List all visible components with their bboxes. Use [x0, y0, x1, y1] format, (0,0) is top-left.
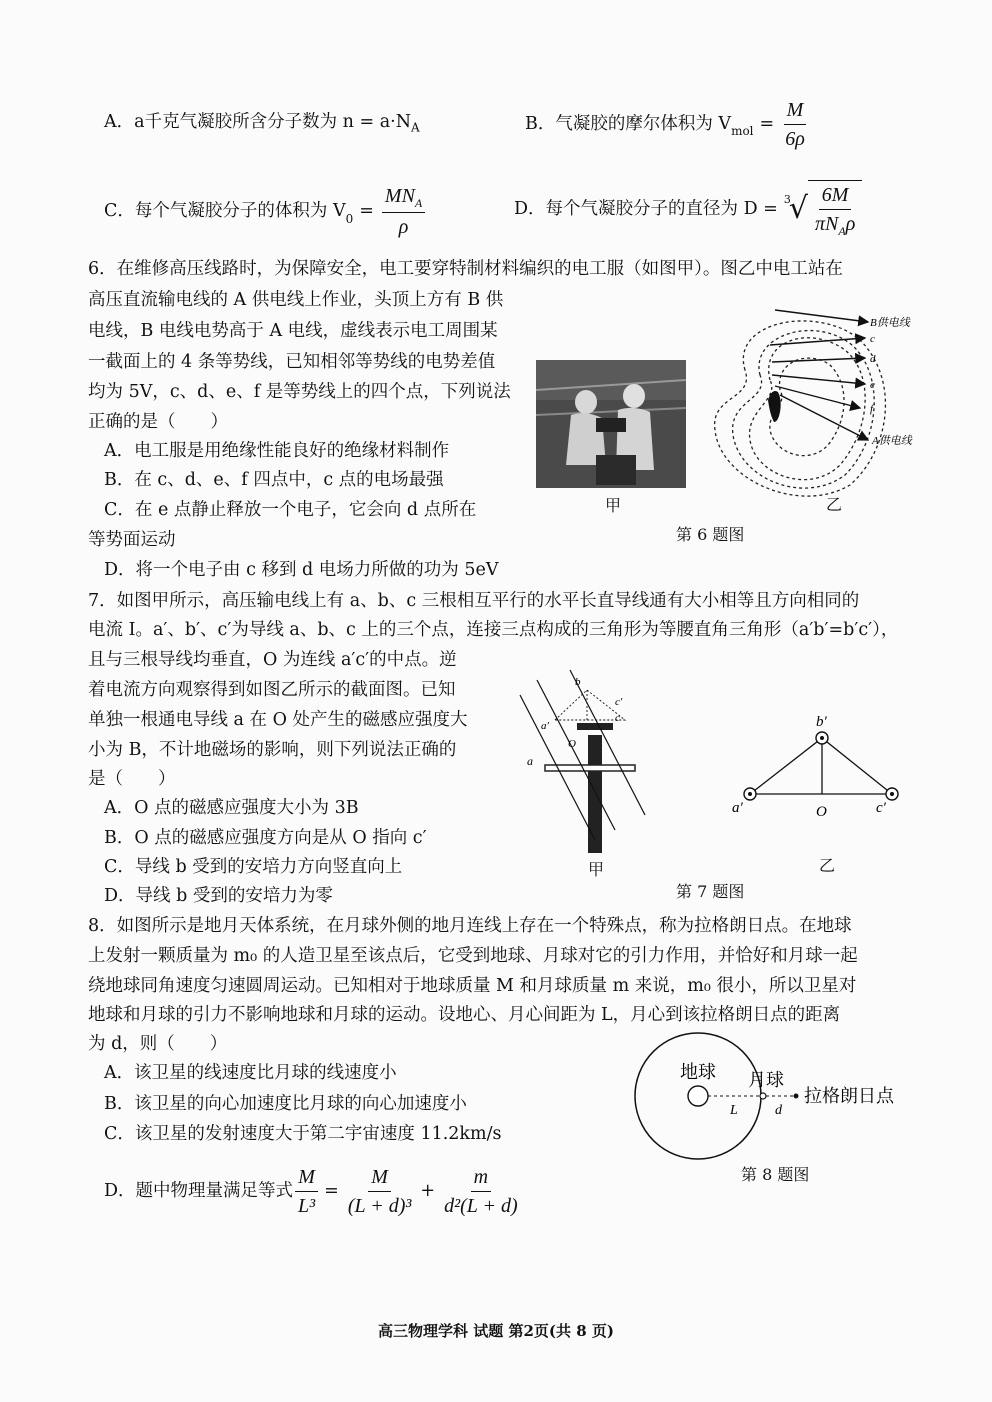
page-footer: 高三物理学科 试题 第2页(共 8 页)	[378, 1322, 614, 1340]
q5-option-a: A．a千克气凝胶所含分子数为 $n = a\cdot N_A$	[104, 112, 420, 135]
b-prime-label: b′	[816, 714, 827, 730]
point-a-prime-label: a′	[541, 720, 549, 732]
q6-stem-line-4: 一截面上的 4 条等势线，已知相邻等势线的电势差值	[88, 352, 496, 372]
electrician-photo	[536, 360, 686, 488]
point-d-label: d	[870, 353, 876, 365]
b-line-label: B供电线	[870, 317, 910, 329]
q7-fig-yi-label: 乙	[819, 856, 836, 875]
o-label: O	[816, 804, 827, 820]
q7-option-a: A．O 点的磁感应强度大小为 3B	[104, 798, 359, 818]
q6-figure-caption: 第 6 题图	[676, 525, 745, 544]
wire-b-label: b	[575, 676, 581, 688]
moon-label: 月球	[748, 1070, 784, 1091]
q6-stem-line-5: 均为 5V，c、d、e、f 是等势线上的四个点，下列说法	[88, 382, 511, 402]
q7-stem-line-1: 7．如图甲所示，高压输电线上有 a、b、c 三根相互平行的水平长直导线通有大小相等且方向相同的	[88, 591, 860, 611]
earth-moon-diagram	[630, 1030, 920, 1170]
q8-stem-line-4: 地球和月球的引力不影响地球和月球的运动。设地心、月心间距为 L，月心到该拉格朗日点的距离	[88, 1005, 841, 1025]
q6-option-d: D．将一个电子由 c 移到 d 电场力所做的功为 5eV	[104, 560, 499, 580]
q8-stem-line-2: 上发射一颗质量为 m₀ 的人造卫星至该点后，它受到地球、月球对它的引力作用，并恰好和月球一起	[88, 946, 858, 966]
distance-d-label: d	[775, 1103, 782, 1118]
q7-stem-line-6: 小为 B，不计地磁场的影响，则下列说法正确的	[88, 740, 457, 760]
q7-stem-line-5: 单独一根通电导线 a 在 O 处产生的磁感应强度大	[88, 710, 468, 730]
wire-a-label: a	[527, 754, 533, 768]
q7-fig-jia-label: 甲	[588, 860, 605, 879]
q5-option-d: D．每个气凝胶分子的直径为 D = $^3$ √ $\frac{6M}{\pi N_A\rho}$	[514, 180, 862, 238]
equipotential-diagram	[700, 300, 950, 500]
q6-option-c-cont: 等势面运动	[88, 530, 176, 550]
q6-stem-line-3: 电线，B 电线电势高于 A 电线，虚线表示电工周围某	[88, 321, 498, 341]
q8-option-c: C．该卫星的发射速度大于第二宇宙速度 11.2km/s	[104, 1124, 502, 1144]
point-o-label: O	[568, 738, 576, 750]
electrician-photo-art	[536, 360, 686, 488]
q8-option-b: B．该卫星的向心加速度比月球的向心加速度小	[104, 1094, 467, 1114]
q6-fig-yi-label: 乙	[826, 495, 843, 514]
q7-stem-line-2: 电流 I。a′、b′、c′为导线 a、b、c 上的三个点，连接三点构成的三角形为等腰直角三角形（a′b′=b′c′），	[88, 620, 899, 640]
q6-fig-jia-label: 甲	[605, 496, 622, 515]
q7-stem-line-4: 着电流方向观察得到如图乙所示的截面图。已知	[88, 680, 456, 700]
a-line-label: A供电线	[872, 435, 912, 447]
q6-option-a: A．电工服是用绝缘性能良好的绝缘材料制作	[104, 441, 450, 461]
q8-stem-line-5: 为 d，则（ ）	[88, 1034, 228, 1054]
q7-stem-line-7: 是（ ）	[88, 769, 176, 789]
q8-option-d: D．题中物理量满足等式 $\frac{M}{\text{L³}}$ = $\frac{M}{\text{(L + d)³}}$ + $\frac{m}{\text{d²(L + d)}}$	[104, 1166, 518, 1217]
q7-option-d: D．导线 b 受到的安培力为零	[104, 886, 333, 906]
q6-stem-line-2: 高压直流输电线的 A 供电线上作业，头顶上方有 B 供	[88, 290, 504, 310]
point-f-label: f	[870, 403, 874, 415]
q8-figure-caption: 第 8 题图	[741, 1165, 810, 1184]
q7-option-c: C．导线 b 受到的安培力方向竖直向上	[104, 857, 403, 877]
moon-dot	[760, 1093, 766, 1099]
q5-option-b: B．气凝胶的摩尔体积为 V $_{mol}$ = $\frac{M}{6\rho}$	[525, 99, 805, 150]
q6-stem-line-6: 正确的是（ ）	[88, 412, 228, 432]
q6-stem-line-1: 6．在维修高压线路时，为保障安全，电工要穿特制材料编织的电工服（如图甲）。图乙中电工站在	[88, 259, 843, 279]
a-prime-label: a′	[732, 800, 743, 816]
q6-option-c: C．在 e 点静止释放一个电子，它会向 d 点所在	[104, 500, 477, 520]
distance-l-label: L	[730, 1103, 738, 1118]
earth-label: 地球	[680, 1062, 716, 1083]
power-pole-diagram	[515, 665, 655, 855]
point-c-label: c	[870, 333, 875, 345]
q8-option-a: A．该卫星的线速度比月球的线速度小	[104, 1063, 397, 1083]
q8-stem-line-1: 8．如图所示是地月天体系统，在月球外侧的地月连线上存在一个特殊点，称为拉格朗日点。在地球	[88, 916, 852, 936]
q8-stem-line-3: 绕地球同角速度匀速圆周运动。已知相对于地球质量 M 和月球质量 m 来说，m₀ 很小，所以卫星对	[88, 976, 857, 996]
earth-circle	[688, 1086, 708, 1106]
point-e-label: e	[870, 379, 875, 391]
q7-stem-line-3: 且与三根导线均垂直，O 为连线 a′c′的中点。逆	[88, 650, 457, 670]
q7-option-b: B．O 点的磁感应强度方向是从 O 指向 c′	[104, 828, 427, 848]
wire-c-label: c	[615, 712, 620, 724]
point-c-prime-label: c′	[615, 696, 623, 708]
q7-figure-caption: 第 7 题图	[676, 882, 745, 901]
q6-option-b: B．在 c、d、e、f 四点中，c 点的电场最强	[104, 470, 444, 490]
c-prime-label: c′	[876, 800, 886, 816]
q5-option-c: C．每个气凝胶分子的体积为 V $_0$ = $\frac{MN_A}{\rho}$	[104, 184, 427, 239]
cross-section-diagram	[730, 712, 900, 822]
lagrange-point	[794, 1094, 799, 1099]
lagrange-label: 拉格朗日点	[804, 1086, 894, 1107]
